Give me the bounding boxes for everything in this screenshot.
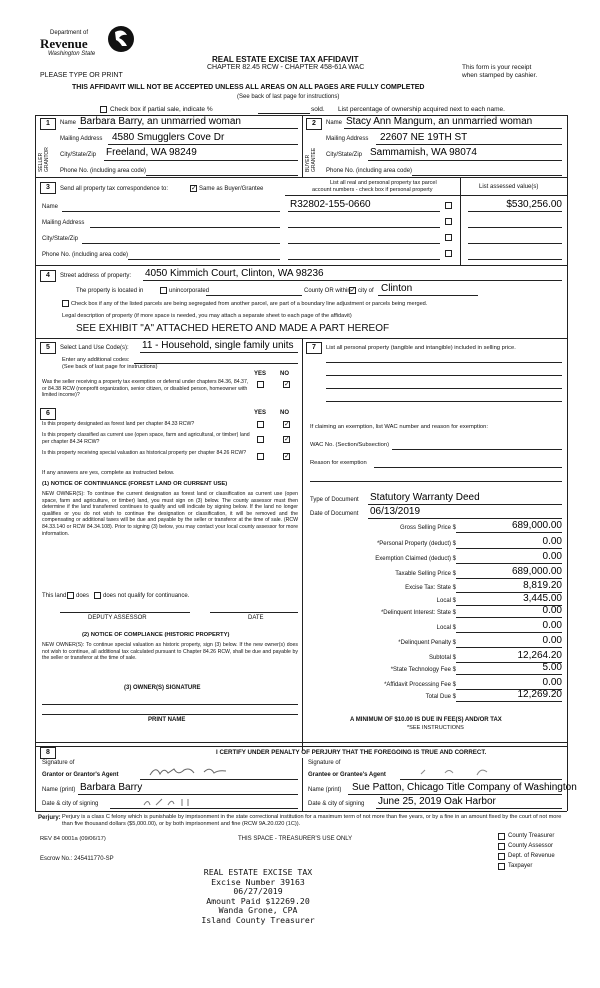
- grantor-date-scrawl: [140, 796, 200, 808]
- tax-row-label: Total Due $: [425, 694, 456, 700]
- send-label: Send all property tax correspondence to:: [60, 186, 169, 192]
- partial-sale-label: Check box if partial sale, indicate %: [110, 106, 213, 113]
- grantor-name-label: Name (print): [42, 787, 76, 793]
- notice2-text: NEW OWNER(S): To continue special valuation as historic property, sign (3) below. If the new owner(s) does not wish to continue, all additional tax calculated pursuant to Chapter 84.26 RCW, shall be due and payable by the seller or transferor at the time of sale.: [42, 642, 298, 662]
- seller-city-label: City/State/Zip: [60, 152, 97, 158]
- city-of-label: city of: [358, 288, 374, 294]
- parcel-number: R32802-155-0660: [290, 199, 371, 210]
- grantee-print-name: Sue Patton, Chicago Title Company of Washington: [352, 782, 577, 793]
- seller-name-label: Name: [60, 120, 77, 126]
- land-use-code: 11 - Household, single family units: [142, 340, 294, 351]
- current-use-question: Is this property classified as current use (open space, farm and agricultural, or timber) land per chapter 84.34 RCW?: [42, 432, 250, 445]
- dept-line2: Revenue: [40, 36, 88, 51]
- notice1-text: NEW OWNER(S): To continue the current designation as forest land or classification as current use (open space, farm and agriculture, or timber) land, you must sign on (3) below. The county assessor must then determine if the land transferred continues to qualify and will indicate by signing below. If the land no longer qualifies or you do not wish to continue the designation or classification, it will be removed and the compensating or additional taxes will be due and payable by the seller or transferor at the time of sale. (RCW 84.33.140 or RCW 84.34.108). Prior to signing (3) below, you may contact your local county assessor for more information.: [42, 491, 298, 537]
- tax-row-value: 8,819.20: [523, 580, 562, 591]
- date-label: DATE: [248, 615, 264, 621]
- same-as-label: Same as Buyer/Grantee: [199, 186, 264, 192]
- land-use-label: Select Land Use Code(s):: [60, 345, 129, 351]
- tax-row-value: 12,264.20: [517, 650, 562, 661]
- tax-row-value: 689,000.00: [511, 566, 562, 577]
- current-use-yes-checkbox[interactable]: [257, 436, 264, 443]
- buyer-mailing: 22607 NE 19TH ST: [380, 132, 468, 143]
- reason-label: Reason for exemption: [310, 460, 367, 466]
- tax-row-value: 0.00: [542, 536, 562, 547]
- see-back: (See back of last page for instructions): [237, 94, 340, 100]
- tax-row-label: Local $: [436, 598, 456, 604]
- section-3-number: 3: [40, 182, 56, 194]
- s5-no-checkbox[interactable]: ✓: [284, 381, 290, 388]
- tax-row-label: Gross Selling Price $: [399, 525, 456, 531]
- does-label: does: [76, 593, 90, 599]
- parcel-header-2: account numbers - check box if personal property: [312, 187, 433, 193]
- form-title: REAL ESTATE EXCISE TAX AFFIDAVIT: [212, 55, 359, 64]
- perjury-label: Perjury:: [38, 815, 61, 821]
- same-as-checkbox[interactable]: ✓: [191, 185, 197, 192]
- does-not-checkbox[interactable]: [94, 592, 101, 599]
- buyer-city: Sammamish, WA 98074: [370, 147, 477, 158]
- minimum-due: A MINIMUM OF $10.00 IS DUE IN FEE(S) AND/OR TAX: [350, 717, 502, 723]
- s6-no-header: NO: [280, 410, 289, 416]
- tax-row-label: *Delinquent Interest: State $: [380, 610, 456, 616]
- owner-signature-label: (3) OWNER(S) SIGNATURE: [124, 685, 201, 691]
- buyer-name: Stacy Ann Mangum, an unmarried woman: [346, 116, 533, 127]
- stamp-line: Island County Treasurer: [201, 914, 315, 925]
- city-of-checkbox[interactable]: ✓: [350, 287, 356, 294]
- tax-row-value: 3,445.00: [523, 593, 562, 604]
- buyer-phone-label: Phone No. (including area code): [326, 168, 413, 174]
- tax-row-label: *Delinquent Penalty $: [398, 640, 456, 646]
- buyer-mailing-label: Mailing Address: [326, 136, 369, 142]
- certify-statement: I CERTIFY UNDER PENALTY OF PERJURY THAT THE FOREGOING IS TRUE AND CORRECT.: [216, 749, 487, 756]
- see-instructions: *SEE INSTRUCTIONS: [407, 725, 464, 731]
- partial-sale-checkbox[interactable]: [100, 106, 107, 113]
- escrow-number: Escrow No.: 245411770-SP: [40, 856, 114, 862]
- parcel-personal-checkbox-4[interactable]: [445, 250, 452, 257]
- treasurer-space: THIS SPACE - TREASURER'S USE ONLY: [238, 836, 353, 842]
- grantee-sig-of: Signature of: [308, 760, 341, 766]
- tax-row-label: Local $: [436, 625, 456, 631]
- tax-row-value: 12,269.20: [517, 689, 562, 700]
- section-5-number: 5: [40, 342, 56, 354]
- s5-yes-header: YES: [254, 371, 267, 377]
- grantor-sig-of: Signature of: [42, 760, 75, 766]
- historic-question: Is this property receiving special valuation as historical property per chapter 84.26 RCW?: [42, 450, 247, 456]
- parcel-personal-checkbox-3[interactable]: [445, 234, 452, 241]
- wac-label: WAC No. (Section/Subsection): [310, 442, 390, 448]
- county-treasurer-checkbox[interactable]: [498, 833, 505, 840]
- street-address: 4050 Kimmich Court, Clinton, WA 98236: [145, 268, 324, 279]
- personal-property-label: List all personal property (tangible and intangible) included in selling price.: [326, 345, 516, 351]
- please-type: PLEASE TYPE OR PRINT: [40, 72, 123, 79]
- taxpayer-checkbox[interactable]: [498, 863, 505, 870]
- sold-label: sold.: [311, 106, 325, 113]
- buyer-city-label: City/State/Zip: [326, 152, 363, 158]
- county-treasurer-label: County Treasurer: [508, 833, 555, 839]
- rev-number: REV 84 0001a (09/06/17): [40, 836, 106, 842]
- historic-no-checkbox[interactable]: ✓: [284, 453, 290, 460]
- form-subtitle: CHAPTER 82.45 RCW - CHAPTER 458-61A WAC: [207, 64, 365, 71]
- tax-row-value: 0.00: [542, 620, 562, 631]
- corr-phone-label: Phone No. (including area code): [42, 252, 129, 258]
- grantor-signature-scrawl: [148, 764, 238, 778]
- county-assessor-checkbox[interactable]: [498, 843, 505, 850]
- does-not-label: does not qualify for continuance.: [103, 593, 190, 599]
- treasurer-stamp: [190, 868, 326, 926]
- section-1-number: 1: [40, 118, 56, 130]
- section-6-number: 6: [40, 408, 56, 420]
- forest-question: Is this property designated as forest land per chapter 84.33 RCW?: [42, 421, 195, 427]
- tax-row-value: 0.00: [542, 677, 562, 688]
- tax-row-label: *State Technology Fee $: [390, 667, 456, 673]
- dept-revenue-checkbox[interactable]: [498, 853, 505, 860]
- seller-mailing-label: Mailing Address: [60, 136, 103, 142]
- exemption-question: Was the seller receiving a property tax exemption or deferral under chapters 84.36, 84.37, or 84.38 RCW (nonprofit organization, senior citizen, or disabled person, homeowner with limited income)?: [42, 379, 249, 399]
- receipt-line1: This form is your receipt: [462, 64, 532, 71]
- parcel-header-1: List all real and personal property tax parcel: [330, 180, 437, 186]
- county-or-label: County OR within: [304, 288, 351, 294]
- tax-row-label: *Personal Property (deduct) $: [376, 541, 456, 547]
- seller-mailing: 4580 Smugglers Cove Dr: [112, 132, 225, 143]
- corr-city-label: City/State/Zip: [42, 236, 79, 242]
- located-label: The property is located in: [76, 288, 144, 294]
- grantor-print-name: Barbara Barry: [80, 782, 143, 793]
- tax-row-value: 0.00: [542, 551, 562, 562]
- segregated-label: Check box if any of the listed parcels are being segregated from another parcel, are part of a boundary line adjustment or parcels being merged.: [71, 301, 428, 307]
- stamp-line: Wanda Grone, CPA: [218, 905, 298, 916]
- parcel-personal-checkbox-1[interactable]: [445, 202, 452, 209]
- current-use-no-checkbox[interactable]: ✓: [284, 436, 290, 443]
- tax-row-value: 689,000.00: [511, 520, 562, 531]
- section-2-number: 2: [306, 118, 322, 130]
- tax-row-label: *Affidavit Processing Fee $: [384, 682, 456, 688]
- buyer-name-label: Name: [326, 120, 343, 126]
- stamp-line: Amount Paid $12269.20: [206, 895, 310, 906]
- stamp-line: Excise Number 39163: [211, 876, 305, 887]
- grantee-date-city: June 25, 2019 Oak Harbor: [378, 796, 496, 807]
- s6-yes-header: YES: [254, 410, 267, 416]
- dor-logo-icon: [106, 24, 136, 54]
- tax-row-value: 0.00: [542, 635, 562, 646]
- grantee-name-label: Name (print): [308, 787, 342, 793]
- seller-side-label: SELLER GRANTOR: [38, 147, 50, 172]
- buyer-side-label: BUYER GRANTEE: [305, 147, 317, 172]
- segregated-checkbox[interactable]: [62, 300, 69, 307]
- deputy-assessor-label: DEPUTY ASSESSOR: [88, 615, 147, 621]
- doc-date-label: Date of Document: [310, 511, 359, 517]
- assessed-header: List assessed value(s): [479, 184, 539, 190]
- additional-codes-2: (See back of last page for instructions): [62, 364, 158, 370]
- unincorporated-checkbox[interactable]: [160, 287, 167, 294]
- unincorporated-label: unincorporated: [169, 288, 210, 294]
- tax-row-value: 5.00: [542, 662, 562, 673]
- stamp-line: 06/27/2019: [233, 886, 283, 897]
- additional-codes-1: Enter any additional codes:: [62, 357, 130, 363]
- stamp-line: REAL ESTATE EXCISE TAX: [203, 867, 313, 877]
- dor-logo: [40, 24, 136, 70]
- doc-type: Statutory Warranty Deed: [370, 492, 480, 503]
- corr-name-label: Name: [42, 204, 59, 210]
- legal-label: Legal description of property (if more space is needed, you may attach a separate sheet to each page of the affidavit): [62, 313, 352, 319]
- forest-yes-checkbox[interactable]: [257, 421, 264, 428]
- doc-type-label: Type of Document: [310, 497, 359, 503]
- does-checkbox[interactable]: [67, 592, 74, 599]
- street-label: Street address of property:: [60, 273, 132, 279]
- seller-name: Barbara Barry, an unmarried woman: [80, 116, 241, 127]
- notice1-title: (1) NOTICE OF CONTINUANCE (FOREST LAND OR CURRENT USE): [42, 481, 228, 487]
- doc-date: 06/13/2019: [370, 506, 421, 517]
- exemption-claim-label: If claiming an exemption, list WAC number and reason for exemption:: [310, 424, 488, 430]
- grantor-date-label: Date & city of signing: [42, 801, 99, 807]
- historic-yes-checkbox[interactable]: [257, 453, 264, 460]
- perjury-text: Perjury is a class C felony which is punishable by imprisonment in the state correctional institution for a maximum term of not more than five years, or by a fine in an amount fixed by the court of not more than five thousand dollars ($5,000.00), or by both imprisonment and fine (RCW 9A.20.020 (1C)).: [62, 814, 562, 827]
- property-city: Clinton: [381, 283, 413, 294]
- list-pct-label: List percentage of ownership acquired next to each name.: [338, 106, 505, 113]
- dept-line1: Department of: [50, 30, 89, 36]
- grantee-agent-label: Grantee or Grantee's Agent: [308, 772, 386, 778]
- section-7-number: 7: [306, 342, 322, 354]
- corr-mailing-label: Mailing Address: [42, 220, 85, 226]
- section-4-number: 4: [40, 270, 56, 282]
- seller-city: Freeland, WA 98249: [106, 147, 197, 158]
- receipt-line2: when stamped by cashier.: [462, 72, 538, 79]
- tax-row-value: 0.00: [542, 605, 562, 616]
- tax-row-label: Excise Tax: State $: [405, 585, 456, 591]
- assessed-value: $530,256.00: [506, 199, 562, 210]
- dept-line3: Washington State: [48, 51, 96, 57]
- tax-row-label: Subtotal $: [428, 655, 456, 661]
- grantee-date-label: Date & city of signing: [308, 801, 365, 807]
- section-8-number: 8: [40, 747, 56, 759]
- exhibit-text: SEE EXHIBIT "A" ATTACHED HERETO AND MADE A PART HEREOF: [76, 323, 390, 334]
- grantor-agent-label: Grantor or Grantor's Agent: [42, 772, 119, 778]
- tax-row-label: Exemption Claimed (deduct) $: [375, 556, 456, 562]
- forest-no-checkbox[interactable]: ✓: [284, 421, 290, 428]
- if-yes-note: If any answers are yes, complete as instructed below.: [42, 470, 175, 476]
- this-land-label: This land: [42, 593, 67, 599]
- parcel-personal-checkbox-2[interactable]: [445, 218, 452, 225]
- s5-yes-checkbox[interactable]: [257, 381, 264, 388]
- tax-row-label: Taxable Selling Price $: [395, 571, 456, 577]
- seller-phone-label: Phone No. (including area code): [60, 168, 147, 174]
- print-name-label: PRINT NAME: [148, 717, 186, 723]
- dept-revenue-label: Dept. of Revenue: [508, 853, 555, 859]
- warning: THIS AFFIDAVIT WILL NOT BE ACCEPTED UNLESS ALL AREAS ON ALL PAGES ARE FULLY COMPLETED: [72, 84, 425, 91]
- county-assessor-label: County Assessor: [508, 843, 554, 849]
- s5-no-header: NO: [280, 371, 289, 377]
- notice2-title: (2) NOTICE OF COMPLIANCE (HISTORIC PROPERTY): [82, 632, 230, 638]
- grantee-signature-scrawl: [415, 764, 495, 778]
- taxpayer-label: Taxpayer: [508, 863, 533, 869]
